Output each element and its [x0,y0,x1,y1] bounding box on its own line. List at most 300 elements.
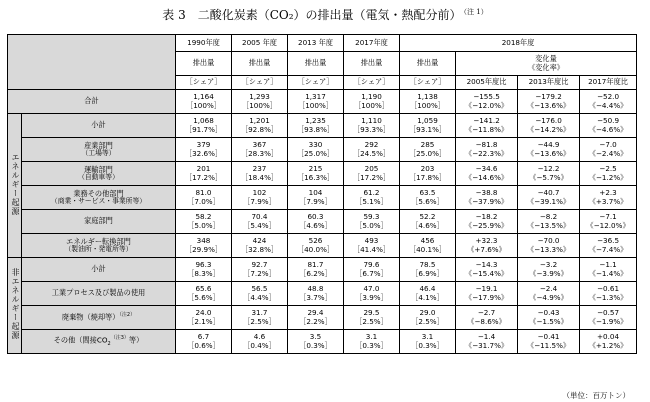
value: 59.3 [363,212,380,222]
row-label-nonenergy-subtotal: 小計 [22,258,176,282]
cell-2013 [288,306,344,330]
title-note: （注 1） [463,8,488,16]
note-mark: （注3） [110,334,129,341]
label: 業務その他部門 [73,188,124,198]
rate: 《−4.4%》 [588,100,628,110]
rate: 《−39.1%》 [526,196,571,206]
share: ［6.2%］ [299,268,332,278]
cell-2018 [400,138,456,162]
value: 29.4 [307,308,324,318]
cell-change-2013 [518,114,580,138]
cell-change-2013 [518,210,580,234]
cell-2005 [232,306,288,330]
header-share: ［シェア］ [176,76,232,90]
label: 産業部門 [84,140,113,150]
value: 1,164 [193,92,214,102]
group-label-nonenergy [8,258,22,354]
cell-2017 [344,306,400,330]
cell-change-2017 [580,282,637,306]
value: 96.3 [195,260,212,270]
share: ［7.9%］ [299,196,332,206]
cell-2017 [344,90,400,114]
row-label-total: 合計 [8,90,176,114]
cell-change-2017 [580,90,637,114]
share: ［17.2%］ [184,172,223,182]
label: 廃棄物（焼却等） [61,312,120,322]
label-detail: （製油所・発電所等） [64,244,133,253]
cell-change-2013 [518,138,580,162]
header-share: ［シェア］ [400,76,456,90]
value: 348 [196,236,211,246]
share: ［4.6%］ [411,220,444,230]
share: ［5.1%］ [355,196,388,206]
subscript: 2 [107,340,111,347]
change: −50.9 [597,116,620,126]
table-row [8,90,637,114]
change-rate-label: 《変化率》 [528,62,564,72]
share: ［6.9%］ [411,268,444,278]
value: 201 [196,164,211,174]
cell-2005 [232,330,288,354]
value: 63.5 [419,188,436,198]
value: 3.5 [309,332,322,342]
rate: 《+1.2%》 [588,340,628,350]
rate: 《−13.5%》 [526,220,571,230]
rate: 《−2.4%》 [588,148,628,158]
value: 330 [308,140,323,150]
rate: 《−31.7%》 [464,340,509,350]
share: ［91.7%］ [184,124,223,134]
share: ［2.5%］ [243,316,276,326]
share: ［100%］ [298,100,333,110]
cell-1990 [176,210,232,234]
cell-change-2005 [456,90,518,114]
row-label-household: 家庭部門 [22,210,176,234]
share: ［32.8%］ [240,244,279,254]
cell-change-2013 [518,282,580,306]
share: ［2.2%］ [299,316,332,326]
cell-change-2017 [580,138,637,162]
value: 104 [308,188,323,198]
cell-change-2005 [456,210,518,234]
change: −7.1 [599,212,617,222]
rate: 《−13.6%》 [526,100,571,110]
cell-change-2017 [580,162,637,186]
cell-2013 [288,138,344,162]
change: −81.8 [475,140,498,150]
header-share: ［シェア］ [288,76,344,90]
share: ［2.5%］ [355,316,388,326]
unit-note: （単位：百万トン） [562,391,630,400]
label: エネルギー転換部門 [66,236,131,246]
rate: 《−1.5%》 [529,316,568,326]
rate: 《−17.9%》 [464,292,509,302]
table-row [8,186,637,210]
table-row [8,306,637,330]
rate: 《−4.6%》 [588,124,628,134]
cell-change-2005 [456,258,518,282]
share: ［93.3%］ [352,124,391,134]
change: +0.04 [597,332,620,342]
value: 1,059 [417,116,438,126]
change: −52.0 [597,92,620,102]
share: ［3.9%］ [355,292,388,302]
cell-1990 [176,282,232,306]
change: −19.1 [475,284,498,294]
header-row-years [8,35,637,52]
share: ［5.4%］ [243,220,276,230]
share: ［28.3%］ [240,148,279,158]
share: ［4.1%］ [411,292,444,302]
cell-change-2005 [456,138,518,162]
value: 1,201 [249,116,270,126]
rate: 《−22.3%》 [464,148,509,158]
cell-2017 [344,330,400,354]
rate: 《−11.8%》 [464,124,509,134]
header-year-2013: 2013 年度 [288,35,344,52]
share: ［41.4%］ [352,244,391,254]
share: ［2.1%］ [187,316,220,326]
row-label-conversion [22,234,176,258]
value: 367 [252,140,267,150]
cell-change-2005 [456,162,518,186]
change: −36.5 [597,236,620,246]
change: −40.7 [537,188,560,198]
value: 29.5 [363,308,380,318]
change: −3.2 [539,260,558,270]
header-emission: 排出量 [176,52,232,76]
cell-2017 [344,210,400,234]
rate: 《+3.7%》 [588,196,628,206]
change: −1.4 [477,332,496,342]
cell-1990 [176,138,232,162]
cell-2005 [232,282,288,306]
header-cmp-2017: 2017年度比 [580,76,637,90]
cell-2018 [400,162,456,186]
value: 285 [420,140,435,150]
value: 1,293 [249,92,270,102]
cell-1990 [176,306,232,330]
change-label: 変化量 [535,54,557,64]
value: 60.3 [307,212,324,222]
rate: 《−4.9%》 [529,292,568,302]
share: ［8.3%］ [187,268,220,278]
share: ［5.6%］ [411,196,444,206]
change: −14.3 [475,260,498,270]
change: −176.0 [535,116,562,126]
label: その他（間接CO [53,335,108,345]
rate: 《−25.9%》 [464,220,509,230]
cell-change-2017 [580,234,637,258]
cell-2017 [344,258,400,282]
cell-2017 [344,138,400,162]
header-year-2017: 2017年度 [344,35,400,52]
share: ［92.8%］ [240,124,279,134]
value: 52.2 [419,212,436,222]
share: ［4.6%］ [299,220,332,230]
change: +32.3 [475,236,498,246]
value: 81.0 [195,188,212,198]
rate: 《−1.2%》 [588,172,628,182]
value: 102 [252,188,267,198]
cell-2018 [400,330,456,354]
label-detail: （工場等） [81,148,116,157]
share: ［93.1%］ [408,124,447,134]
cell-change-2005 [456,114,518,138]
value: 493 [364,236,379,246]
rate: 《−12.0%》 [464,100,509,110]
rate: 《−5.7%》 [529,172,568,182]
cell-2018 [400,114,456,138]
cell-2013 [288,210,344,234]
cell-2013 [288,282,344,306]
rate: 《−13.6%》 [526,148,571,158]
row-label-other [22,330,176,354]
rate: 《+7.6%》 [467,244,506,254]
header-emission: 排出量 [344,52,400,76]
cell-1990 [176,114,232,138]
cell-2005 [232,186,288,210]
share: ［5.6%］ [187,292,220,302]
table-row [8,258,637,282]
co2-emissions-table [7,34,637,354]
cell-change-2013 [518,234,580,258]
cell-2005 [232,114,288,138]
cell-2017 [344,162,400,186]
value: 424 [252,236,267,246]
change: −18.2 [475,212,498,222]
cell-change-2017 [580,306,637,330]
value: 456 [420,236,435,246]
group-energy-text: エネルギー起源 [10,152,20,216]
rate: 《−14.2%》 [526,124,571,134]
value: 379 [196,140,211,150]
share: ［25.0%］ [296,148,335,158]
header-emission: 排出量 [400,52,456,76]
share: ［40.0%］ [296,244,335,254]
change: −179.2 [535,92,562,102]
share: ［0.3%］ [411,340,444,350]
share: ［100%］ [242,100,277,110]
change: −2.5 [599,164,617,174]
cell-change-2017 [580,210,637,234]
row-label-transport [22,162,176,186]
change: −12.2 [537,164,560,174]
share: ［17.8%］ [408,172,447,182]
cell-2013 [288,234,344,258]
share: ［0.4%］ [243,340,276,350]
table-row [8,210,637,234]
value: 237 [252,164,267,174]
cell-change-2013 [518,306,580,330]
share: ［29.9%］ [184,244,223,254]
cell-2018 [400,210,456,234]
share: ［4.4%］ [243,292,276,302]
value: 92.7 [251,260,268,270]
value: 56.5 [251,284,268,294]
change: −70.0 [537,236,560,246]
change: −44.9 [537,140,560,150]
share: ［5.0%］ [187,220,220,230]
share: ［0.6%］ [187,340,220,350]
value: 6.7 [197,332,210,342]
share: ［0.3%］ [355,340,388,350]
cell-2013 [288,162,344,186]
rate: 《−11.5%》 [526,340,571,350]
value: 70.4 [251,212,268,222]
value: 29.0 [419,308,436,318]
group-label-energy [8,114,22,258]
cell-2013 [288,258,344,282]
rate: 《−8.6%》 [467,316,506,326]
change: −141.2 [473,116,500,126]
value: 81.7 [307,260,324,270]
value: 203 [420,164,435,174]
cell-1990 [176,90,232,114]
share: ［100%］ [354,100,389,110]
value: 1,068 [193,116,214,126]
header-change [456,52,637,76]
label-detail: （商業・サービス・事業所等） [50,196,147,205]
row-label-energy-subtotal: 小計 [22,114,176,138]
header-emission: 排出量 [288,52,344,76]
table-title [0,6,650,23]
header-share: ［シェア］ [344,76,400,90]
cell-change-2013 [518,162,580,186]
cell-2018 [400,234,456,258]
cell-1990 [176,234,232,258]
value: 47.0 [363,284,380,294]
share: ［5.0%］ [355,220,388,230]
share: ［40.1%］ [408,244,447,254]
cell-change-2017 [580,186,637,210]
cell-2005 [232,234,288,258]
cell-change-2013 [518,258,580,282]
value: 3.1 [421,332,434,342]
change: −1.1 [599,260,617,270]
cell-change-2005 [456,306,518,330]
value: 215 [308,164,323,174]
cell-change-2013 [518,330,580,354]
rate: 《−14.6%》 [464,172,509,182]
share: ［7.0%］ [187,196,220,206]
share: ［32.6%］ [184,148,223,158]
cell-change-2017 [580,258,637,282]
header-corner [8,35,176,90]
cell-2013 [288,330,344,354]
cell-2005 [232,138,288,162]
value: 3.1 [365,332,378,342]
header-cmp-2005: 2005年度比 [456,76,518,90]
cell-2005 [232,162,288,186]
share: ［93.8%］ [296,124,335,134]
value: 1,110 [361,116,382,126]
change: −7.0 [599,140,617,150]
cell-change-2005 [456,186,518,210]
cell-2018 [400,306,456,330]
table-row [8,234,637,258]
cell-change-2013 [518,90,580,114]
cell-change-2017 [580,330,637,354]
share: ［7.9%］ [243,196,276,206]
cell-change-2017 [580,114,637,138]
cell-2013 [288,186,344,210]
rate: 《−15.4%》 [464,268,509,278]
cell-2005 [232,210,288,234]
share: ［100%］ [186,100,221,110]
cell-2018 [400,186,456,210]
share: ［7.2%］ [243,268,276,278]
value: 1,235 [305,116,326,126]
cell-2017 [344,114,400,138]
value: 1,317 [305,92,326,102]
header-year-2018: 2018年度 [400,35,637,52]
cell-2017 [344,282,400,306]
share: ［100%］ [410,100,445,110]
cell-2013 [288,114,344,138]
rate: 《−12.0%》 [586,220,630,230]
value: 58.2 [195,212,212,222]
change: −2.7 [477,308,496,318]
cell-1990 [176,162,232,186]
share: ［0.3%］ [299,340,332,350]
value: 526 [308,236,323,246]
rate: 《−1.4%》 [588,268,628,278]
value: 61.2 [363,188,380,198]
row-label-industry [22,138,176,162]
label: 運輸部門 [84,164,113,174]
change: −155.5 [473,92,500,102]
value: 48.8 [307,284,324,294]
cell-2017 [344,186,400,210]
header-cmp-2013: 2013年度比 [518,76,580,90]
table-row [8,162,637,186]
cell-2005 [232,258,288,282]
header-share: ［シェア］ [232,76,288,90]
cell-change-2005 [456,330,518,354]
value: 79.6 [363,260,380,270]
value: 292 [364,140,379,150]
cell-change-2005 [456,234,518,258]
cell-2013 [288,90,344,114]
value: 24.0 [195,308,212,318]
group-nonenergy-text: 非エネルギー起源 [10,268,20,341]
cell-change-2013 [518,186,580,210]
cell-2018 [400,90,456,114]
table-row [8,114,637,138]
note-mark: （注2） [119,312,136,319]
share: ［16.3%］ [296,172,335,182]
table-row [8,282,637,306]
value: 46.4 [419,284,436,294]
cell-change-2005 [456,282,518,306]
cell-1990 [176,330,232,354]
header-year-2005: 2005 年度 [232,35,288,52]
header-emission: 排出量 [232,52,288,76]
change: −0.61 [597,284,620,294]
row-label-ippu: 工業プロセス及び製品の使用 [22,282,176,306]
rate: 《−37.9%》 [464,196,509,206]
change: −38.8 [475,188,498,198]
table-row [8,330,637,354]
rate: 《−3.9%》 [529,268,568,278]
share: ［18.4%］ [240,172,279,182]
rate: 《−1.9%》 [588,316,628,326]
cell-1990 [176,258,232,282]
change: −2.4 [539,284,558,294]
change: −34.6 [475,164,498,174]
rate: 《−7.4%》 [588,244,628,254]
